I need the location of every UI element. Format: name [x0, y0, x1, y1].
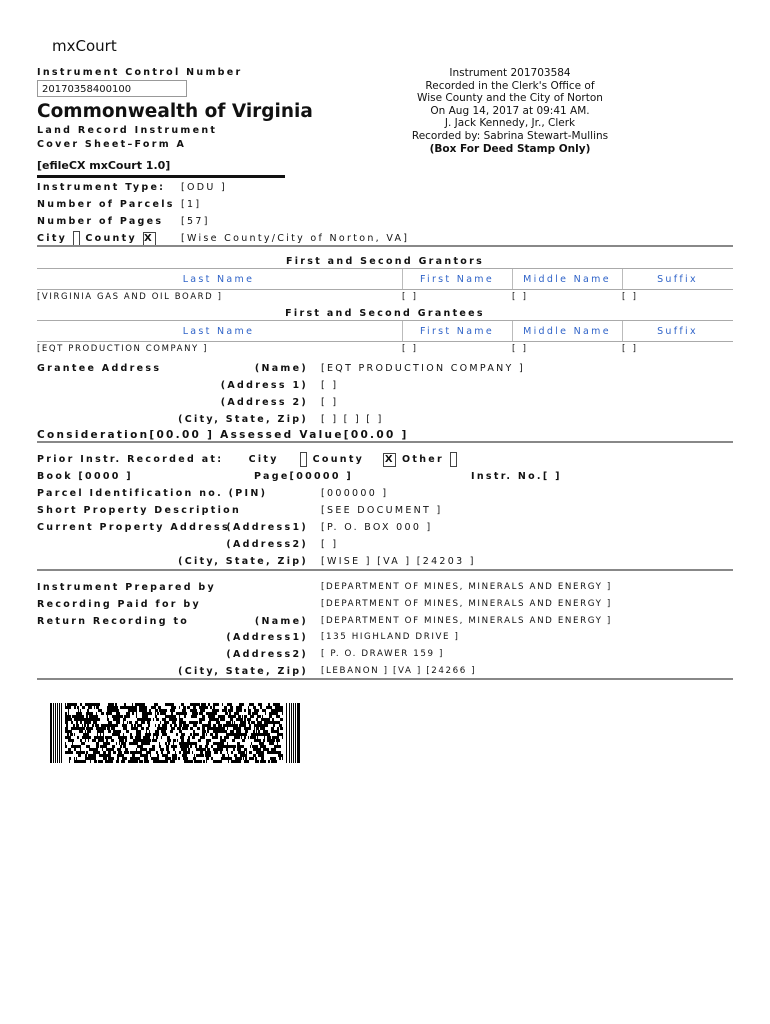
book-field: Book [0000 ]: [37, 471, 133, 482]
col-middle-name: Middle Name: [523, 326, 611, 337]
property-addr2-value: [ ]: [321, 539, 339, 550]
grantee-suffix: [ ]: [622, 344, 639, 354]
return-csz-label: (City, State, Zip): [178, 666, 308, 677]
section-divider: [37, 441, 733, 443]
page-title: Commonwealth of Virginia: [37, 101, 313, 122]
grantee-last-name: [EQT PRODUCTION COMPANY ]: [37, 344, 209, 354]
property-addr2-label: (Address2): [226, 539, 308, 550]
prior-city-label: City: [248, 454, 279, 465]
prepared-by-label: Instrument Prepared by: [37, 582, 217, 593]
instr-no-field: Instr. No.[ ]: [471, 471, 562, 482]
location-value: [Wise County/City of Norton, VA]: [181, 233, 410, 244]
county-checkbox: X: [144, 232, 155, 244]
prior-county-checkbox: X: [384, 453, 395, 465]
stamp-line: Recorded by: Sabrina Stewart-Mullins: [411, 129, 609, 142]
grantee-addr2-label: (Address 2): [220, 397, 308, 408]
return-name-label: (Name): [254, 616, 308, 627]
grantor-last-name: [VIRGINIA GAS AND OIL BOARD ]: [37, 292, 223, 302]
instrument-type-value: [ODU ]: [181, 182, 227, 193]
return-addr2-value: [ P. O. DRAWER 159 ]: [321, 649, 445, 659]
prior-city-checkbox: [300, 452, 307, 467]
stamp-line: On Aug 14, 2017 at 09:41 AM.: [430, 104, 590, 117]
grantee-name-label: (Name): [254, 363, 308, 374]
prior-row: [37, 452, 457, 467]
return-name-value: [DEPARTMENT OF MINES, MINERALS AND ENERGY ]: [321, 616, 612, 626]
section-divider: [37, 245, 733, 247]
prepared-by-value: [DEPARTMENT OF MINES, MINERALS AND ENERGY ]: [321, 582, 612, 592]
jurisdiction-row: [37, 231, 156, 246]
grantee-addr2-value: [ ]: [321, 397, 339, 408]
stamp-line: Recorded in the Clerk's Office of: [425, 79, 595, 92]
efile-tag: [efileCX mxCourt 1.0]: [37, 159, 171, 172]
grantee-addr1-value: [ ]: [321, 380, 339, 391]
col-middle-name: Middle Name: [523, 274, 611, 285]
pages-label: Number of Pages: [37, 216, 164, 227]
description-value: [SEE DOCUMENT ]: [321, 505, 443, 516]
pin-label: Parcel Identification no. (PIN): [37, 488, 268, 499]
property-addr1-value: [P. O. BOX 000 ]: [321, 522, 433, 533]
control-number-label: Instrument Control Number: [37, 67, 243, 78]
return-addr1-label: (Address1): [226, 632, 308, 643]
grantee-name-value: [EQT PRODUCTION COMPANY ]: [321, 363, 525, 374]
col-first-name: First Name: [419, 326, 495, 337]
property-csz-value: [WISE ] [VA ] [24203 ]: [321, 556, 476, 567]
col-last-name: Last Name: [182, 274, 255, 285]
grantor-first-name: [ ]: [402, 292, 419, 302]
col-suffix: Suffix: [657, 326, 698, 337]
property-addr1-label: (Address1): [226, 522, 308, 533]
grantees-title: First and Second Grantees: [285, 308, 485, 319]
grantee-first-name: [ ]: [402, 344, 419, 354]
title-underline: [37, 175, 285, 178]
col-suffix: Suffix: [657, 274, 698, 285]
grantee-csz-value: [ ] [ ] [ ]: [321, 414, 384, 425]
grantors-title: First and Second Grantors: [285, 256, 485, 267]
return-to-label: Return Recording to: [37, 616, 190, 627]
col-first-name: First Name: [419, 274, 495, 285]
property-address-label: Current Property Address: [37, 522, 230, 533]
grantee-addr1-label: (Address 1): [220, 380, 308, 391]
parcels-value: [1]: [181, 199, 202, 210]
return-addr2-label: (Address2): [226, 649, 308, 660]
grantee-address-label: Grantee Address: [37, 363, 162, 374]
stamp-line: J. Jack Kennedy, Jr., Clerk: [444, 117, 576, 130]
control-number-box: [37, 80, 187, 97]
city-checkbox: [73, 231, 80, 246]
paid-by-value: [DEPARTMENT OF MINES, MINERALS AND ENERGY ]: [321, 599, 612, 609]
grantor-suffix: [ ]: [622, 292, 639, 302]
section-divider: [37, 678, 733, 680]
grantee-middle-name: [ ]: [512, 344, 529, 354]
prior-other-label: Other: [401, 454, 444, 465]
instrument-type-label: Instrument Type:: [37, 182, 166, 193]
grantors-header-row: [37, 268, 733, 290]
property-csz-label: (City, State, Zip): [178, 556, 308, 567]
form-subtitle-1: Land Record Instrument: [37, 125, 218, 136]
prior-county-label: County: [312, 454, 365, 465]
page-field: Page[00000 ]: [254, 471, 354, 482]
section-divider: [37, 569, 733, 571]
grantees-header-row: [37, 320, 733, 342]
consideration-line: Consideration[00.00 ] Assessed Value[00.00 ]: [37, 429, 409, 441]
form-subtitle-2: Cover Sheet–Form A: [37, 139, 187, 150]
stamp-note: (Box For Deed Stamp Only): [429, 142, 591, 155]
grantor-middle-name: [ ]: [512, 292, 529, 302]
prior-label: Prior Instr. Recorded at:: [37, 454, 224, 465]
description-label: Short Property Description: [37, 505, 242, 516]
return-csz-value: [LEBANON ] [VA ] [24266 ]: [321, 666, 477, 676]
barcode-graphic: [50, 703, 300, 763]
control-number-value: 20170358400100: [42, 84, 132, 95]
county-label: County: [85, 233, 137, 244]
deed-stamp: [400, 67, 620, 155]
return-addr1-value: [135 HIGHLAND DRIVE ]: [321, 632, 460, 642]
pages-value: [57]: [181, 216, 210, 227]
pin-value: [000000 ]: [321, 488, 389, 499]
grantee-csz-label: (City, State, Zip): [178, 414, 308, 425]
parcels-label: Number of Parcels: [37, 199, 175, 210]
brand-logo: mxCourt: [52, 37, 117, 55]
stamp-line: Wise County and the City of Norton: [417, 92, 603, 105]
pdf417-barcode-icon: [50, 703, 300, 763]
city-label: City: [37, 233, 68, 244]
col-last-name: Last Name: [182, 326, 255, 337]
stamp-line: Instrument 201703584: [449, 67, 571, 79]
paid-by-label: Recording Paid for by: [37, 599, 201, 610]
prior-other-checkbox: [450, 452, 457, 467]
